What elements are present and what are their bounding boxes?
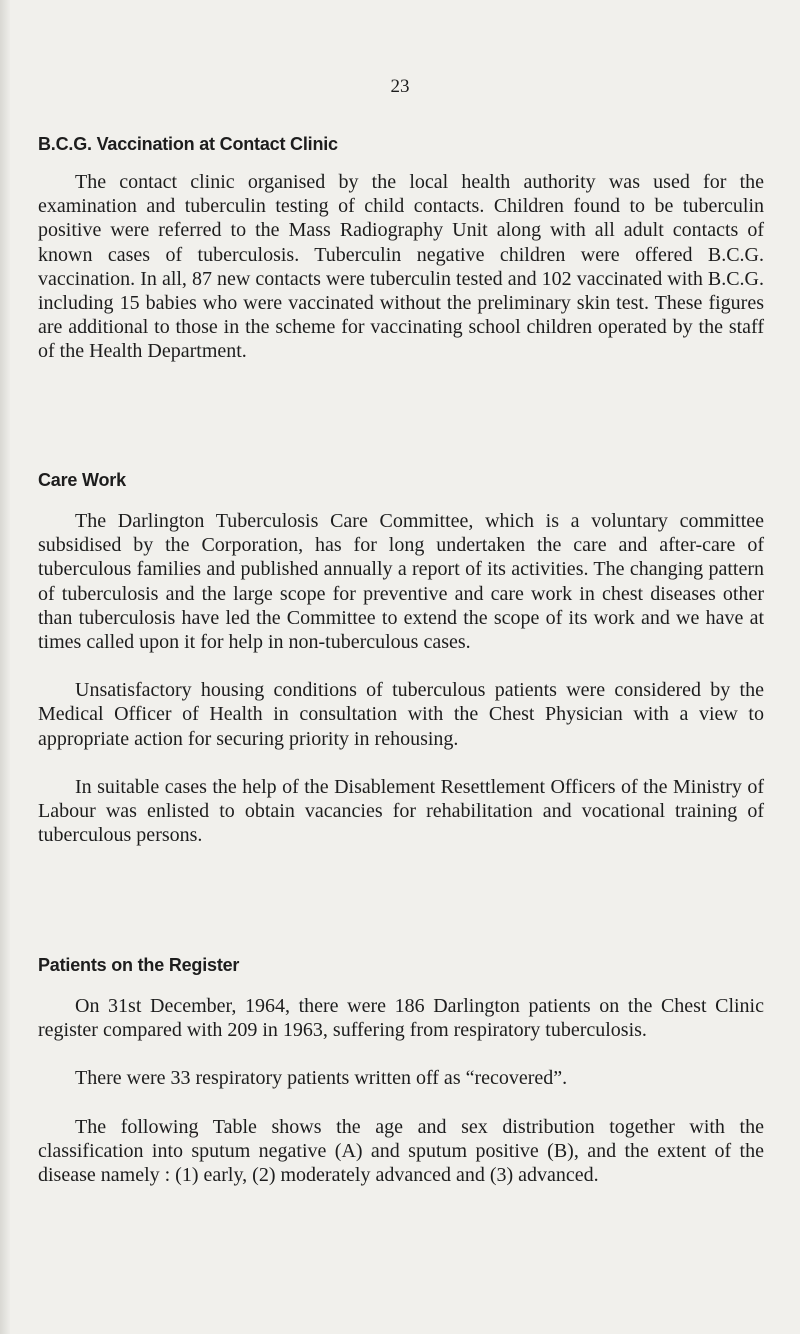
paragraph: There were 33 respiratory patients written off as “recovered”. [75, 1067, 568, 1090]
section-patients-register [38, 955, 764, 1187]
paragraph: The Darlington Tuberculosis Care Committee, which is a voluntary committee subsidised by the Corporation, has for long undertaken the care and after-care of tuberculous families and published annually a report of its activities. The changing pattern of tuberculosis and the large scope for preventive and care work in chest diseases other than tuberculosis have led the Committee to extend the scope of its work and we have at times called upon it for help in non-tuberculous cases. [38, 510, 764, 654]
section-heading: Patients on the Register [38, 955, 240, 975]
section-bcg-vaccination [38, 134, 764, 364]
page-number: 23 [390, 76, 410, 97]
paragraph: On 31st December, 1964, there were 186 Darlington patients on the Chest Clinic register compared with 209 in 1963, suffering from respiratory tuberculosis. [38, 995, 764, 1042]
paragraph: Unsatisfactory housing conditions of tuberculous patients were considered by the Medical Officer of Health in consultation with the Chest Physician with a view to appropriate action for securing priority in rehousing. [38, 679, 764, 750]
paragraph: The contact clinic organised by the local health authority was used for the examination and tuberculin testing of child contacts. Children found to be tuberculin positive were referred to the Mass Radiography Unit along with all adult contacts of known cases of tuberculosis. Tuberculin negative children were offered B.C.G. vaccination. In all, 87 new contacts were tuberculin tested and 102 vaccinated with B.C.G. including 15 babies who were vaccinated without the preliminary skin test. These figures are additional to those in the scheme for vaccinating school children operated by the staff of the Health Department. [38, 171, 764, 363]
section-heading: Care Work [38, 470, 126, 490]
paragraph: In suitable cases the help of the Disablement Resettlement Officers of the Ministry of Labour was enlisted to obtain vacancies for rehabilitation and vocational training of tuberculous persons. [38, 775, 764, 847]
page-edge [0, 0, 10, 1334]
section-heading: B.C.G. Vaccination at Contact Clinic [38, 134, 338, 154]
paragraph: The following Table shows the age and sex distribution together with the classification into sputum negative (A) and sputum positive (B), and the extent of the disease namely : (1) early, (2) moderately advanced and (3) advanced. [38, 1115, 764, 1187]
section-care-work [38, 470, 764, 847]
